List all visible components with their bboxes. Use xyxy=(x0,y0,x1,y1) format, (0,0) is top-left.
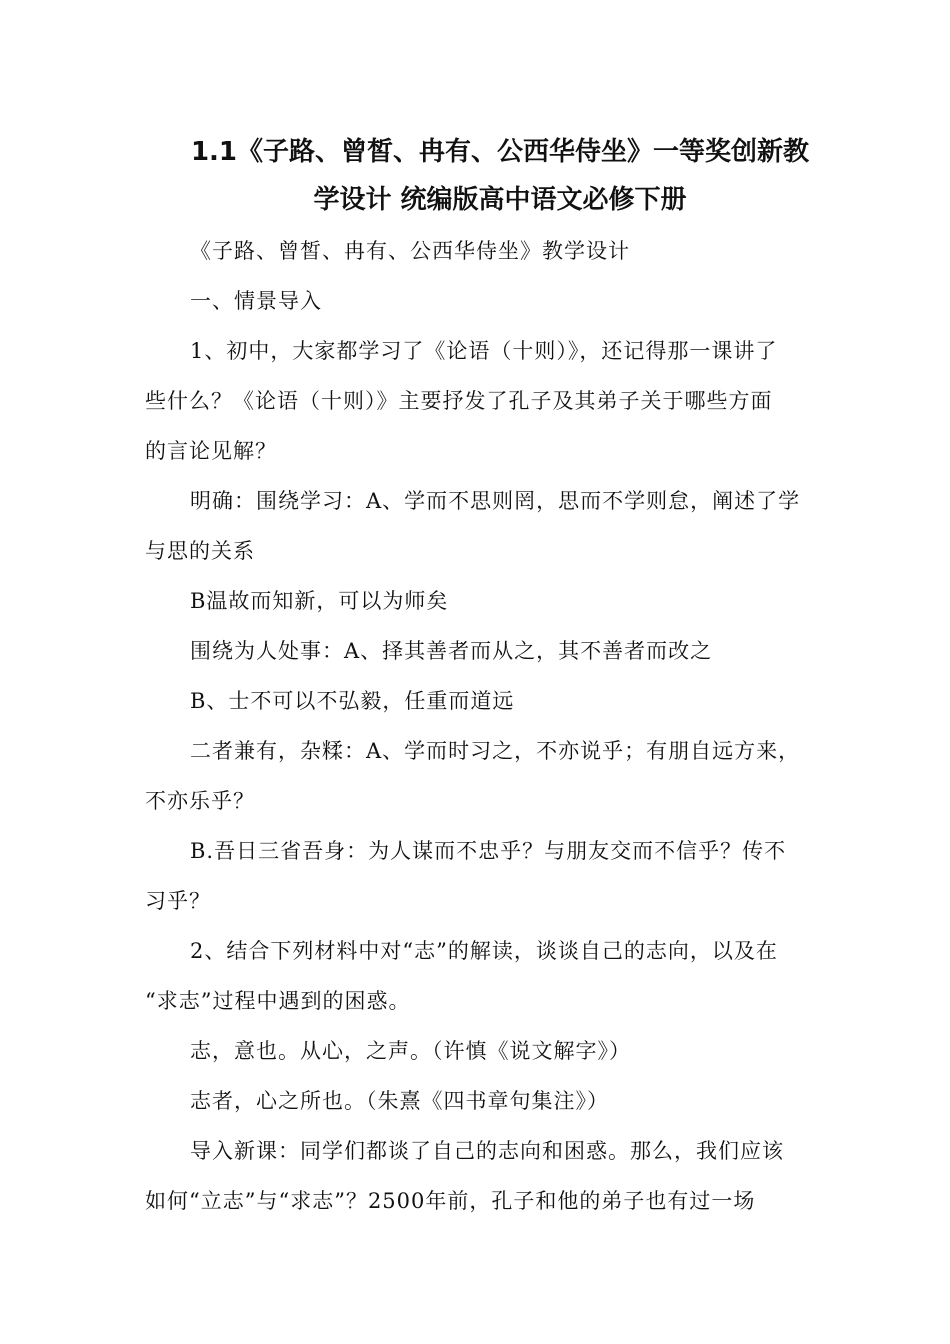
paragraph-line: B.吾日三省吾身：为人谋而不忠乎？与朋友交而不信乎？传不 xyxy=(190,839,787,863)
paragraph-line: 的言论见解？ xyxy=(145,439,277,463)
paragraph-line: 2、结合下列材料中对“志”的解读，谈谈自己的志向，以及在 xyxy=(190,939,778,963)
lesson-subtitle: 《子路、曾皙、冉有、公西华侍坐》教学设计 xyxy=(190,239,630,263)
paragraph-line: B、士不可以不弘毅，任重而道远 xyxy=(190,689,515,713)
paragraph-line: 导入新课：同学们都谈了自己的志向和困惑。那么，我们应该 xyxy=(190,1139,784,1163)
paragraph-line: 些什么？《论语（十则）》主要抒发了孔子及其弟子关于哪些方面 xyxy=(145,389,773,413)
paragraph-line: 如何“立志”与“求志”？2500年前，孔子和他的弟子也有过一场 xyxy=(145,1189,756,1213)
document-title-line-2: 学设计 统编版高中语文必修下册 xyxy=(313,185,687,215)
section-heading: 一、情景导入 xyxy=(190,289,322,313)
paragraph-line: 不亦乐乎？ xyxy=(145,789,255,813)
paragraph-line: B温故而知新，可以为师矣 xyxy=(190,589,449,613)
document-title-line-1: 1.1《子路、曾皙、冉有、公西华侍坐》一等奖创新教 xyxy=(190,137,810,167)
quote-line: 志者，心之所也。（朱熹《四书章句集注》） xyxy=(190,1089,609,1113)
paragraph-line: 二者兼有，杂糅：A、学而时习之，不亦说乎；有朋自远方来， xyxy=(190,739,801,763)
paragraph-line: 1、初中，大家都学习了《论语（十则）》，还记得那一课讲了 xyxy=(190,339,778,363)
paragraph-line: 围绕为人处事：A、择其善者而从之，其不善者而改之 xyxy=(190,639,713,663)
quote-line: 志，意也。从心，之声。（许慎《说文解字》） xyxy=(190,1039,631,1063)
paragraph-line: 习乎？ xyxy=(145,889,211,913)
paragraph-line: 与思的关系 xyxy=(145,539,255,563)
paragraph-line: 明确：围绕学习：A、学而不思则罔，思而不学则怠，阐述了学 xyxy=(190,489,801,513)
paragraph-line: “求志”过程中遇到的困惑。 xyxy=(145,989,411,1013)
